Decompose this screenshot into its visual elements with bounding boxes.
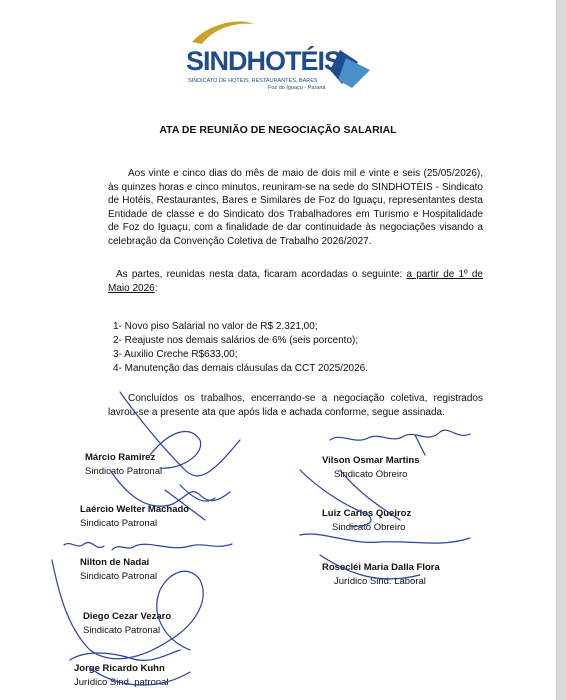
signatory-name: Nilton de Nadai: [80, 557, 150, 568]
signature-block: [80, 503, 189, 531]
list-item: 4- Manutenção das demais cláusulas da CCT 2025/2026.: [113, 363, 368, 374]
signature-block: [322, 454, 420, 482]
logo-name: SINDHOTÉIS: [186, 46, 342, 76]
logo-city: Foz do Iguaçu - Paraná: [268, 85, 326, 91]
signature-block: [83, 610, 171, 638]
logo-subtitle: SINDICATO DE HOTÉIS, RESTAURANTES, BARES: [188, 78, 318, 84]
signatory-role: Sindicato Patronal: [80, 571, 158, 582]
signatory-role: Sindicato Patronal: [80, 518, 158, 529]
signature-block: [74, 662, 169, 690]
agreement-lead: As partes, reunidas nesta data, ficaram acordadas o seguinte:: [116, 269, 407, 280]
signature-scribble: [64, 542, 232, 550]
signatory-role: Jurídico Sind. Laboral: [334, 576, 426, 587]
signatory-role: Sindicato Obreiro: [332, 522, 406, 533]
signatory-name: Rosecléi Maria Dalla Flora: [322, 562, 440, 573]
signature-block: [80, 556, 157, 584]
signatory-name: Jorge Ricardo Kuhn: [74, 663, 165, 674]
sindhoteis-logo: [180, 14, 390, 94]
signatory-name: Vilson Osmar Martins: [322, 455, 420, 466]
signature-scribble: [330, 430, 470, 455]
list-item: 3- Auxilio Creche R$633,00;: [113, 349, 238, 360]
closing-paragraph: Concluídos os trabalhos, encerrando-se a negociação coletiva, registrados lavrou-se a presente ata que após lida e achada conforme, segue assinada.: [108, 393, 483, 418]
signatory-role: Sindicato Patronal: [83, 625, 161, 636]
list-item: 2- Reajuste nos demais salários de 6% (seis porcento);: [113, 335, 359, 346]
signatory-name: Luiz Carlos Queiroz: [322, 508, 412, 519]
signatory-role: Sindicato Obreiro: [334, 469, 408, 480]
document-title: ATA DE REUNIÃO DE NEGOCIAÇÃO SALARIAL: [159, 124, 397, 136]
signature-block: [322, 561, 440, 589]
signatory-name: Diego Cezar Vezaro: [83, 611, 172, 622]
signature-block: [85, 451, 162, 479]
opening-paragraph: Aos vinte e cinco dias do mês de maio de dois mil e vinte e seis (25/05/2026), às quinzes horas e cinco minutos, reuniram-se na sede do SINDHOTÉIS - Sindicato de Hotéis, Restaurantes, Bares e Similares de Foz do Iguaçu, representantes desta Entidade de classe e do Sindicato dos Trabalhadores em Turismo e Hospitalidade de Foz do Iguaçu, com a finalidade de dar continuidade às negociações visando a celebração da Convenção Coletiva de Trabalho 2026/2027.: [108, 168, 483, 247]
agreement-date: a partir de 1º de Maio 2026: [108, 269, 483, 294]
signatory-name: Laércio Welter Machado: [80, 504, 190, 515]
signature-block: [322, 507, 411, 535]
signatory-role: Jurídico Sind. patronal: [74, 677, 169, 688]
agreement-paragraph: [108, 268, 483, 295]
agreement-items: [113, 320, 368, 376]
signatory-name: Márcio Ramirez: [85, 452, 156, 463]
list-item: 1- Novo piso Salarial no valor de R$ 2.321,00;: [113, 321, 318, 332]
signatory-role: Sindicato Patronal: [85, 466, 163, 477]
agreement-tail: :: [154, 282, 158, 294]
